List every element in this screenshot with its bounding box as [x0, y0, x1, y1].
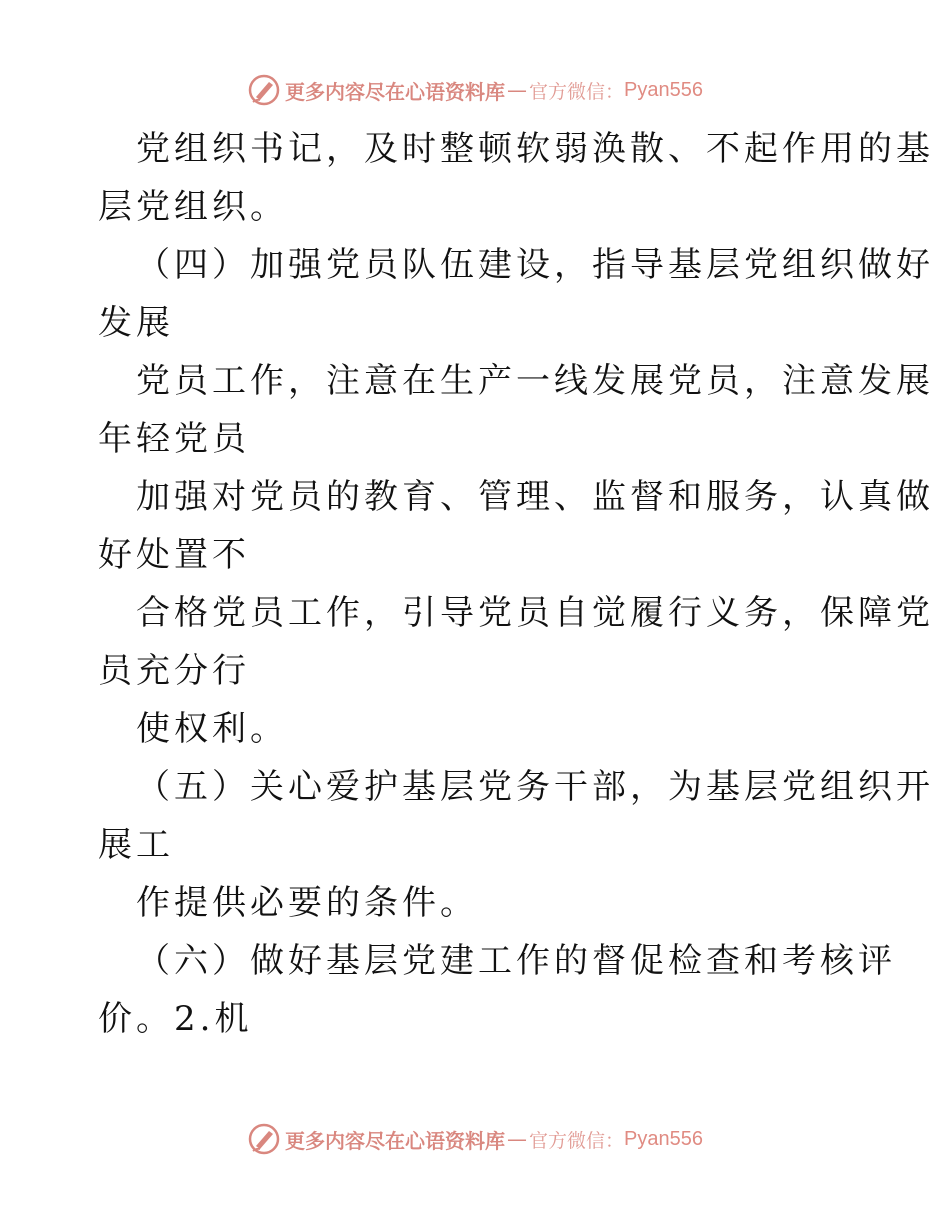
header-watermark	[0, 70, 950, 110]
pen-logo-icon	[247, 73, 281, 107]
text-line: 好处置不	[98, 535, 250, 575]
watermark-dash: —	[507, 78, 527, 102]
text-line: 加强对党员的教育、管理、监督和服务，认真做	[136, 477, 934, 517]
document-body	[98, 120, 934, 1048]
text-line: 使权利。	[136, 709, 288, 749]
watermark-brand: 更多内容尽在心语资料库	[285, 1128, 505, 1153]
watermark-label: 官方微信：	[529, 1129, 625, 1152]
pen-logo-icon	[247, 1122, 281, 1156]
watermark-account: Pyan556	[624, 78, 703, 101]
text-line: 合格党员工作，引导党员自觉履行义务，保障党	[136, 593, 934, 633]
watermark-dash: —	[507, 1127, 527, 1151]
text-line: （五）关心爱护基层党务干部，为基层党组织开	[136, 767, 934, 807]
watermark-account: Pyan556	[624, 1127, 703, 1150]
text-line: 党组织书记，及时整顿软弱涣散、不起作用的基	[136, 129, 934, 169]
text-line: （四）加强党员队伍建设，指导基层党组织做好	[136, 245, 934, 285]
watermark-label: 官方微信：	[529, 80, 625, 103]
text-line: 党员工作，注意在生产一线发展党员，注意发展	[136, 361, 934, 401]
text-line: 层党组织。	[98, 187, 288, 227]
text-line: 发展	[98, 303, 174, 343]
watermark-brand: 更多内容尽在心语资料库	[285, 79, 505, 104]
text-line: 作提供必要的条件。	[136, 883, 478, 923]
text-line: 展工	[98, 825, 174, 865]
text-line: 年轻党员	[98, 419, 250, 459]
text-line: （六）做好基层党建工作的督促检查和考核评	[136, 941, 896, 981]
text-line: 价。2.机	[98, 999, 253, 1039]
footer-watermark	[0, 1119, 950, 1159]
text-line: 员充分行	[98, 651, 250, 691]
